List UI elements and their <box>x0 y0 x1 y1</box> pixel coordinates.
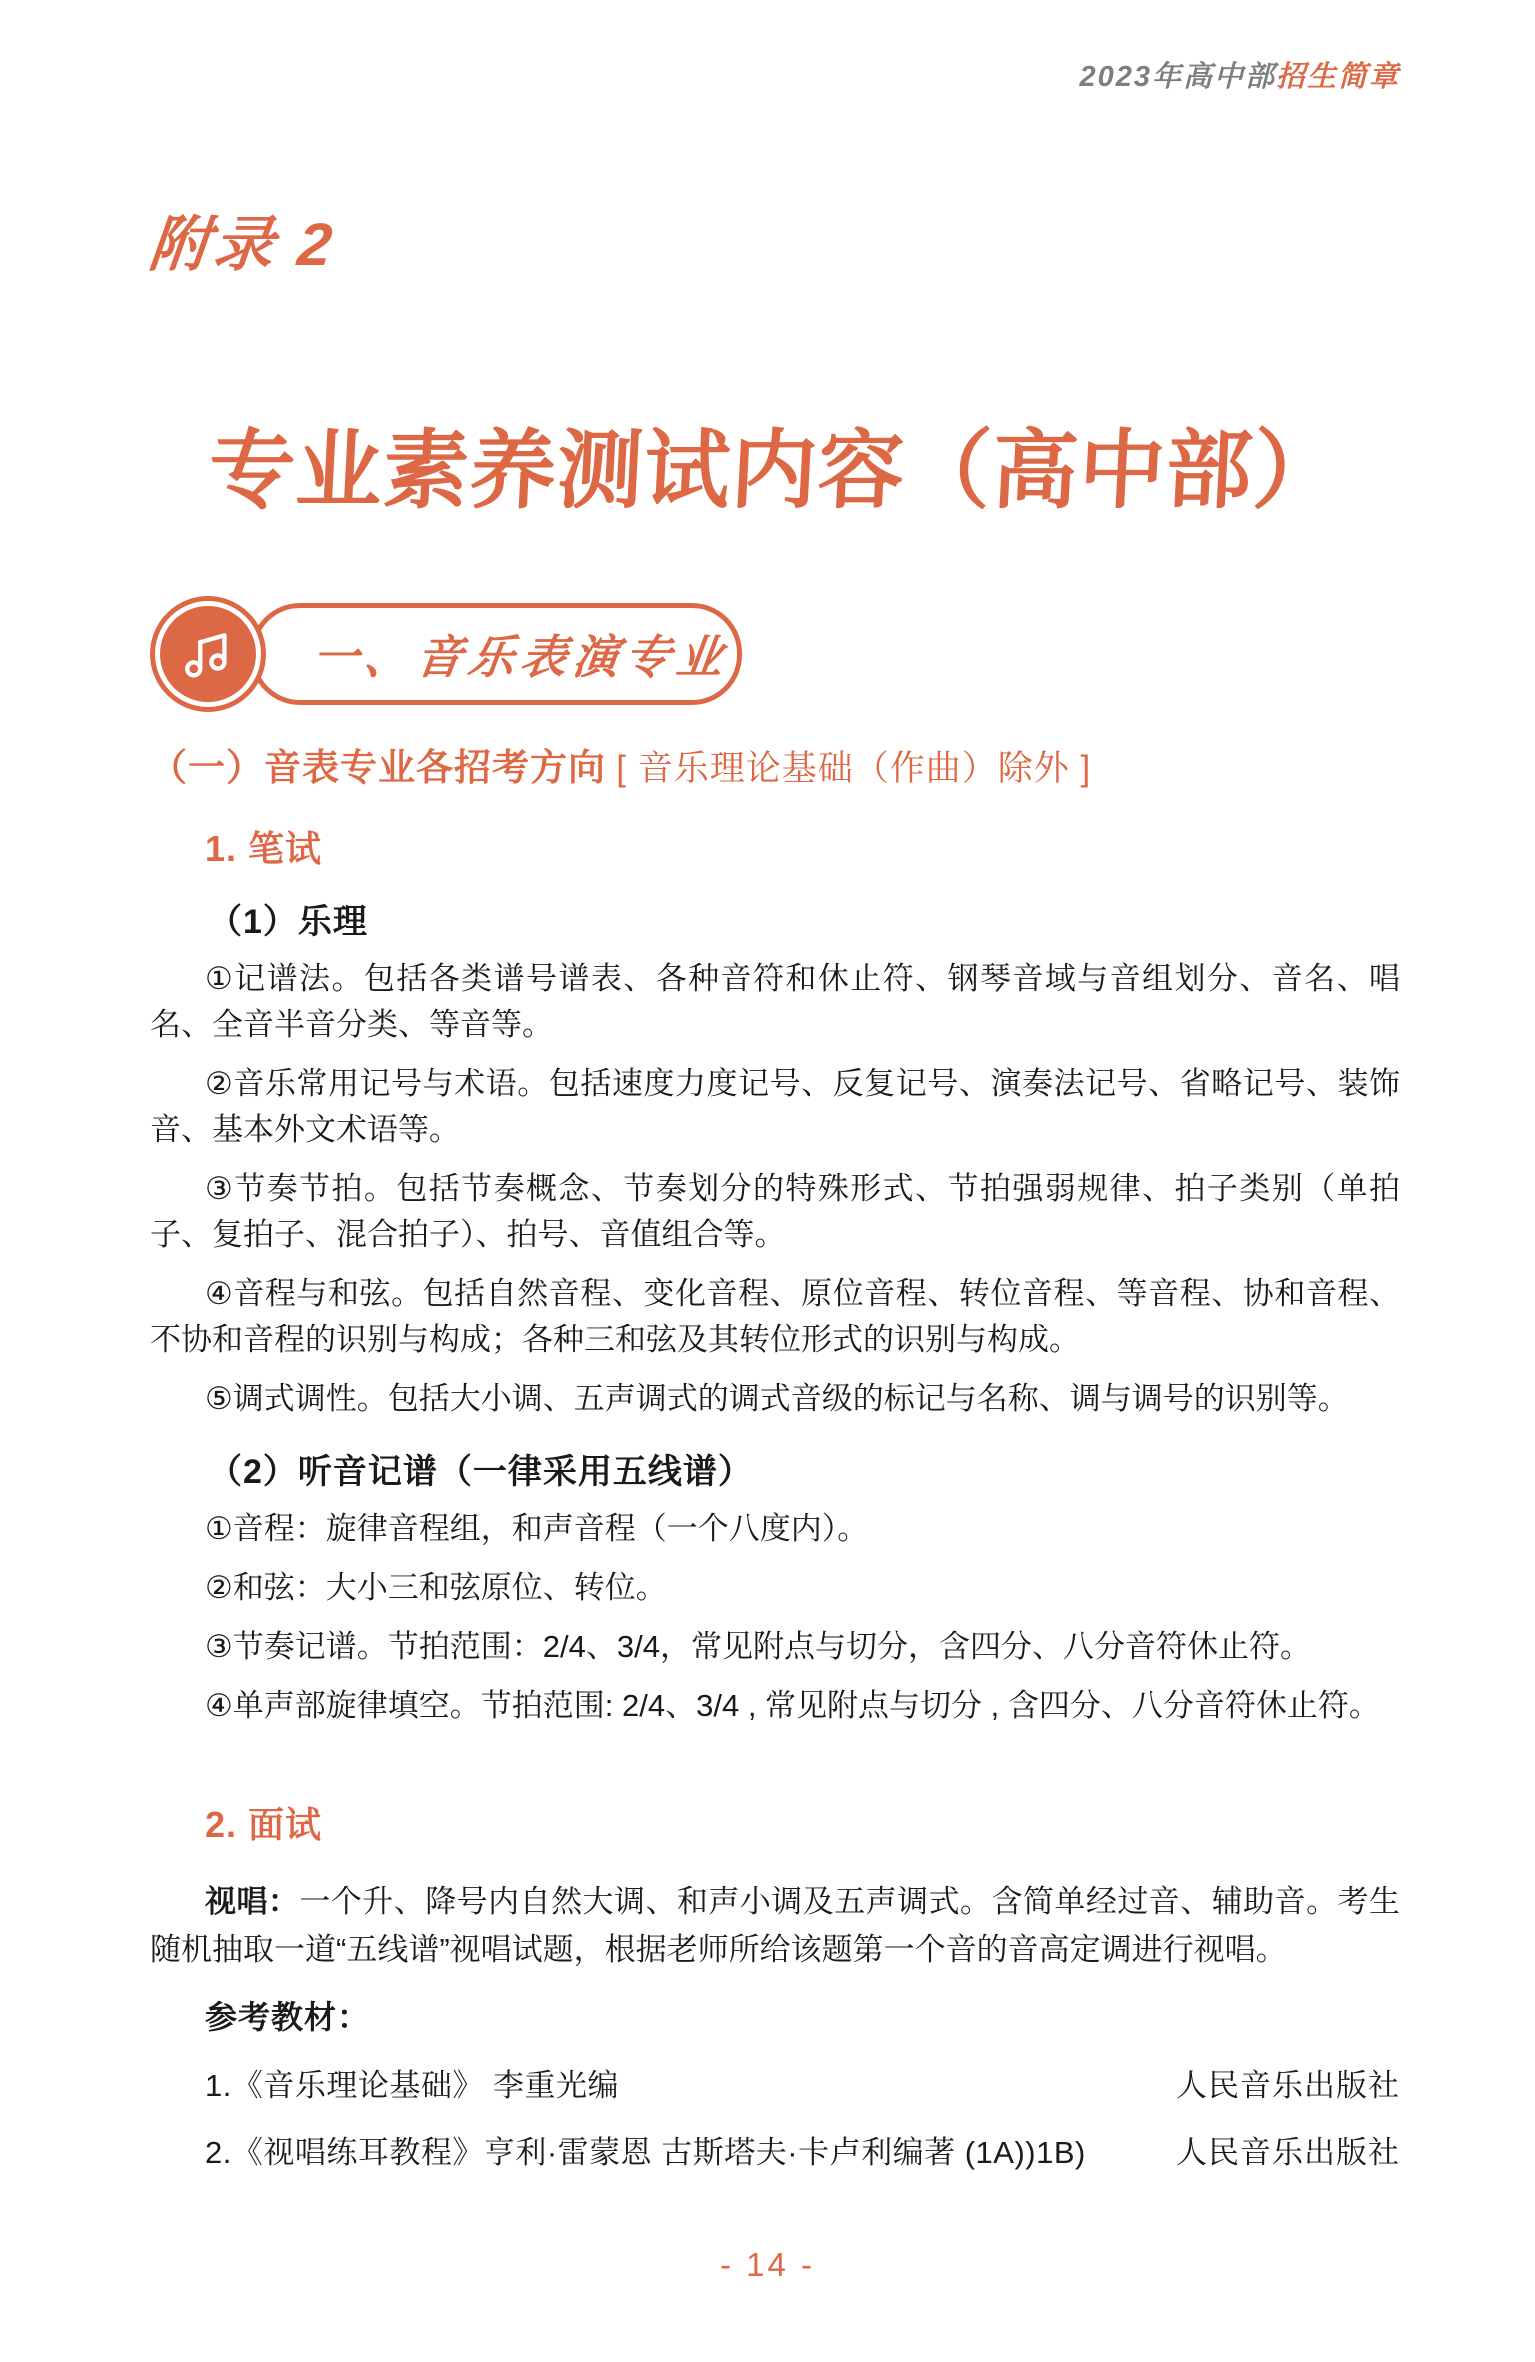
running-header-prefix: 2023年高中部 <box>1079 61 1276 93</box>
music-note-icon <box>160 606 256 702</box>
section-title: 一、音乐表演专业 <box>309 631 732 683</box>
written-test-heading: 1. 笔试 <box>205 828 323 869</box>
subsection-note: [ 音乐理论基础（作曲）除外 ] <box>616 749 1092 788</box>
theory-item-1: ①记谱法。包括各类谱号谱表、各种音符和休止符、钢琴音域与音组划分、音名、唱名、全音半音分类、等音等。 <box>150 961 1400 1042</box>
reference-book-title: 1.《音乐理论基础》 李重光编 <box>205 2068 619 2103</box>
theory-item-3: ③节奏节拍。包括节奏概念、节奏划分的特殊形式、节拍强弱规律、拍子类别（单拍子、复拍子、混合拍子）、拍号、音值组合等。 <box>150 1171 1400 1252</box>
appendix-label: 附录 2 <box>146 211 340 278</box>
subsection-title: （一）音表专业各招考方向 <box>150 747 606 788</box>
reference-book-publisher: 人民音乐出版社 <box>1176 2135 1400 2170</box>
theory-item-2: ②音乐常用记号与术语。包括速度力度记号、反复记号、演奏法记号、省略记号、装饰音、基本外文术语等。 <box>150 1066 1400 1147</box>
page-number: - 14 - <box>719 2246 816 2283</box>
sight-singing-label: 视唱： <box>205 1884 300 1919</box>
ear-training-heading: （2）听音记谱（一律采用五线谱） <box>208 1453 753 1491</box>
interview-heading: 2. 面试 <box>205 1804 323 1845</box>
ear-item-3: ③节奏记谱。节拍范围：2/4、3/4，常见附点与切分，含四分、八分音符休止符。 <box>205 1629 1311 1664</box>
running-header <box>150 0 1400 95</box>
sight-singing-paragraph <box>150 1878 1400 1974</box>
section-title-pill <box>250 603 742 705</box>
theory-item-5: ⑤调式调性。包括大小调、五声调式的调式音级的标记与名称、调与调号的识别等。 <box>205 1381 1349 1416</box>
reference-book-publisher: 人民音乐出版社 <box>1176 2068 1400 2103</box>
reference-book-row <box>205 2060 1400 2105</box>
theory-item-4: ④音程与和弦。包括自然音程、变化音程、原位音程、转位音程、等音程、协和音程、不协和音程的识别与构成；各种三和弦及其转位形式的识别与构成。 <box>150 1276 1400 1357</box>
theory-heading: （1）乐理 <box>208 903 368 941</box>
section-badge <box>150 596 266 712</box>
ear-item-4: ④单声部旋律填空。节拍范围: 2/4、3/4 , 常见附点与切分 , 含四分、八分音符休止符。 <box>205 1688 1380 1723</box>
section-header-music <box>150 595 1400 713</box>
reference-book-title: 2.《视唱练耳教程》亨利·雷蒙恩 古斯塔夫·卡卢利编著 (1A))1B) <box>205 2135 1086 2170</box>
ear-item-2: ②和弦：大小三和弦原位、转位。 <box>205 1570 667 1605</box>
ear-item-1: ①音程：旋律音程组，和声音程（一个八度内）。 <box>205 1511 869 1546</box>
sight-singing-text: 一个升、降号内自然大调、和声小调及五声调式。含简单经过音、辅助音。考生随机抽取一道“五线谱”视唱试题，根据老师所给该题第一个音的音高定调进行视唱。 <box>150 1884 1401 1967</box>
page-title: 专业素养测试内容（高中部） <box>206 423 1343 519</box>
reference-book-row <box>205 2127 1400 2172</box>
materials-heading: 参考教材： <box>205 1999 371 2035</box>
subsection-heading <box>150 737 1400 791</box>
running-header-highlight: 招生简章 <box>1275 61 1400 93</box>
